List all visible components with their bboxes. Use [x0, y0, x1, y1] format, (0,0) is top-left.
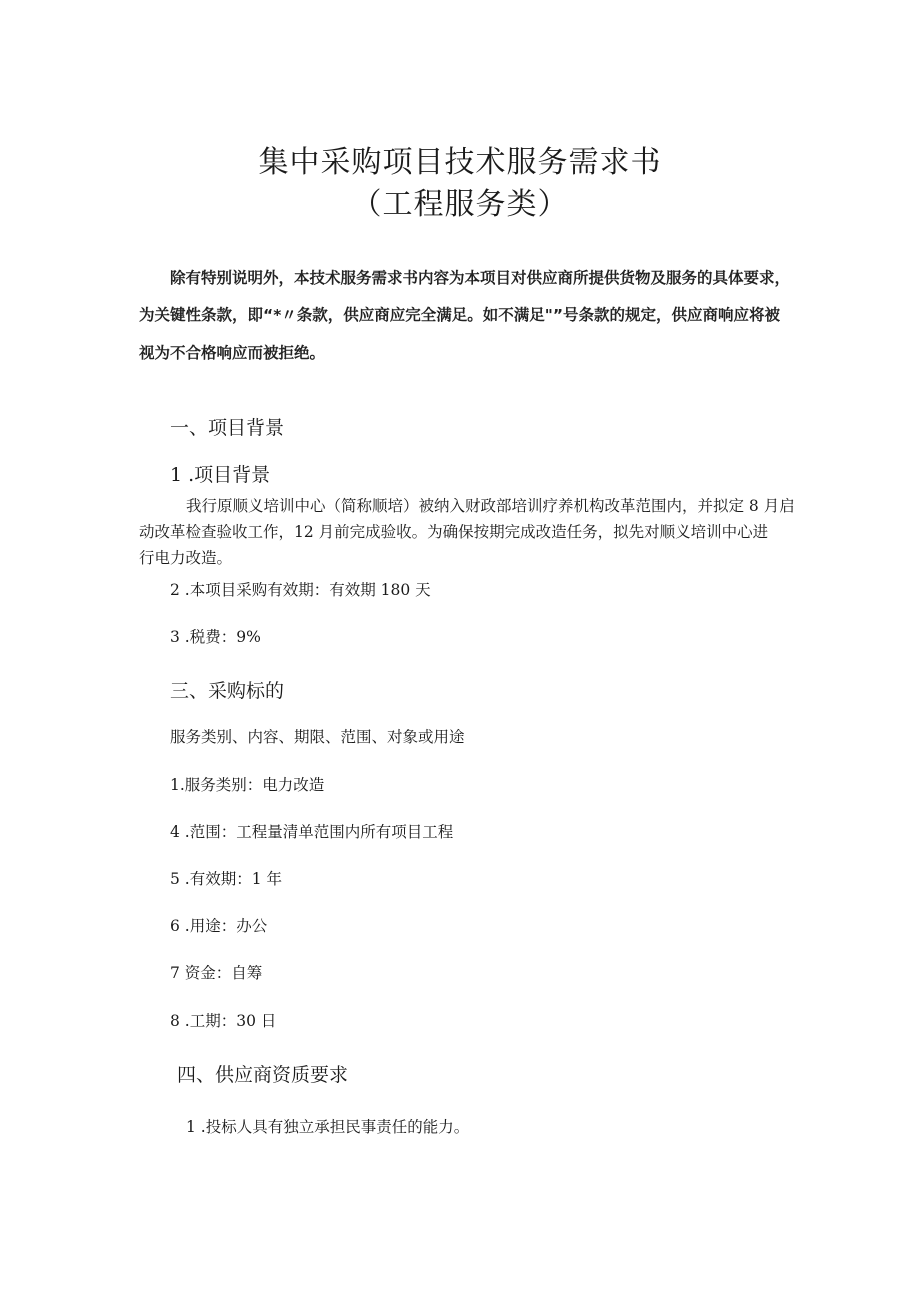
list-item-funding: 7 资金：自筹: [170, 964, 263, 982]
background-paragraph-line-2: 动改革检查验收工作，12 月前完成验收。为确保按期完成改造任务，拟先对顺义培训中心进: [139, 523, 769, 541]
section-heading-background: 一、项目背景: [170, 417, 285, 439]
list-item-usage: 6 .用途：办公: [170, 917, 268, 935]
background-paragraph-line-1: 我行原顺义培训中心（简称顺培）被纳入财政部培训疗养机构改革范围内，并拟定 8 月启: [186, 497, 795, 515]
document-title: 集中采购项目技术服务需求书: [258, 145, 662, 180]
intro-line-1: 除有特别说明外，本技术服务需求书内容为本项目对供应商所提供货物及服务的具体要求，: [170, 269, 791, 287]
list-item-civil-liability: 1 .投标人具有独立承担民事责任的能力。: [186, 1118, 470, 1136]
intro-line-2: 为关键性条款，即“*〃条款，供应商应完全满足。如不满足"”号条款的规定，供应商响应将被: [139, 306, 781, 324]
list-item-scope: 4 .范围：工程量清单范围内所有项目工程: [170, 823, 454, 841]
document-subtitle: （工程服务类）: [351, 187, 569, 222]
list-item-duration: 8 .工期：30 日: [170, 1012, 277, 1030]
list-item-tax: 3 .税费：9%: [170, 628, 261, 646]
background-paragraph-line-3: 行电力改造。: [139, 549, 233, 567]
list-item-valid-term: 5 .有效期：1 年: [170, 870, 283, 888]
list-item-service-category: 1.服务类别：电力改造: [170, 776, 325, 794]
section-heading-supplier-qualifications: 四、供应商资质要求: [177, 1064, 349, 1086]
intro-line-3: 视为不合格响应而被拒绝。: [139, 344, 326, 362]
procurement-lead-text: 服务类别、内容、期限、范围、对象或用途: [170, 728, 465, 746]
list-item-validity-period: 2 .本项目采购有效期：有效期 180 天: [170, 581, 431, 599]
section-heading-procurement-subject: 三、采购标的: [170, 680, 285, 702]
subsection-heading-background: 1 .项目背景: [170, 464, 271, 486]
